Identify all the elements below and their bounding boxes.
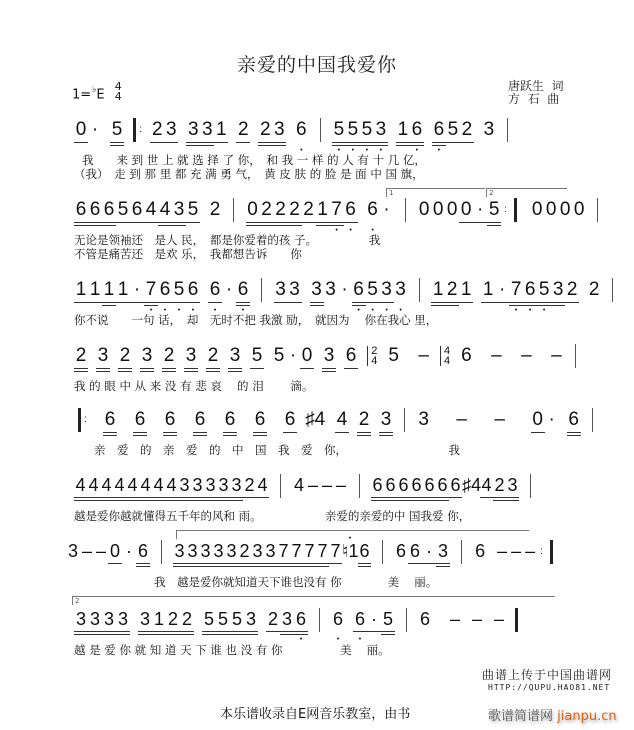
staff-row-4 [74,344,604,404]
time-bottom: 4 [114,90,122,103]
lyrics-verse-1: 我 来 到 世 上 就 选 择 了 你， 和 我 一 样 的 人 有 十 几 亿， [82,153,426,167]
notation-line: 3 – – 0 · 6 3 3 3 3 3 2 3 3 7 7 7 7 7• ♮16 6 6 · 3 6 – – – : [66,540,553,566]
staff-row-1 [74,118,604,181]
repeat-end-icon [550,540,553,564]
lyrics-verse-1: 越 是 爱 你 就 知 道 天 下 谁 也 没 有 你 美 丽。 [74,643,390,657]
lyrics-verse-1: 你不说 一句 话， 却 无时不把 我激 励， 就因为 你在我心 里， [74,313,438,327]
lyrics-verse-1: 无论是领袖还 是人 民， 都是你爱着的孩 子。 我 [74,233,381,247]
barline [161,540,162,564]
time-signature-4-4: 4 4 [440,346,450,366]
time-top: 4 [114,80,122,93]
lyrics-verse-2: 不管是痛苦还 是欢 乐， 我都想告诉 你 [74,247,302,261]
source-note: 本乐谱收录自E网音乐教室，由书 [220,707,411,722]
final-barline-icon [515,608,518,632]
second-ending-bracket: 2 [72,596,555,605]
notation-line: 0 · 5 : 2 3 3 3 1 2 2 3 • 6 • 5 • 5 • 5 • 3 1 • 6 • 6 5 2 3 [74,118,514,144]
key-tonic: E [96,87,105,103]
repeat-start-icon [133,118,136,142]
key-signature [72,80,122,105]
staff-row-6 [74,474,604,534]
barline [319,608,320,632]
barline [419,278,420,302]
notation-line: 3 3 3 3 3 1 2 2 5 5 5 3 2 3 • 6 • 6 • 6 · 5 6 – – – [74,608,518,634]
lyrics-verse-2: （我） 走 到 那 里 都 充 满 勇 气， 黄 皮 肤 的 脸 是 面 中 国 旗， [74,167,424,181]
barline [507,118,508,142]
flat-icon: ♭ [92,84,97,95]
key-prefix: 1= [72,87,92,103]
staff-row-8 [74,597,604,668]
barline [530,474,531,498]
barline [406,608,407,632]
composer: 方 石 曲 [508,92,560,106]
credits [508,80,564,106]
barline [382,540,383,564]
barline [261,278,262,302]
watermark-jianpu-cn: 歌谱简谱网 [488,709,554,724]
repeat-end-icon [514,198,517,222]
barline [575,344,576,368]
watermark-jianpu [488,705,617,724]
lyrics-verse-1: 越是爱你越就懂得五千年的风和 雨。 亲爱的亲爱的中 国我爱 你， [74,509,471,523]
lyrics-verse-1: 我 的 眼 中 从 来 没 有 悲 哀 的 泪 滴。 [74,379,314,393]
notation-line: : 6 6 6 6 6 6 6 ♯4 4 2 3 3 – – 0 · 6 [74,408,599,434]
staff-row-7 [66,540,604,600]
lyricist: 唐跃生 词 [508,79,564,93]
barline [320,118,321,142]
barline [359,474,360,498]
lyrics-verse-1: 亲 爱 的 亲 爱 的 中 国 我 爱 你， 我 [94,443,460,457]
lyrics-verse-1: 我 越是爱你就知道天下谁也没有 你 美 丽。 [154,575,438,589]
song-title: 亲爱的中国我爱你 [236,54,397,76]
barline [280,474,281,498]
first-ending-bracket: 1 [386,188,485,197]
barline [233,198,234,222]
notation-line: 1 1 1 1 · • 7 • 6 • 5 • 6 • 6 · • 6 3 3 3 3 · • 6 • 5 • 3 • 3 1 2 1 1 · • 7 • 6 • 5 3 2 2 [74,278,619,304]
time-signature [115,82,122,102]
staff-row-3 [74,278,604,338]
repeat-start-icon [78,408,81,432]
notation-line: 2 3 2 3 2 3 2 3 5 5 · 0 3 6 2 4 5 – 4 4 6 – – – [74,344,582,370]
barline [592,408,593,432]
staff-row-5 [74,408,604,468]
notation-line: 4 4 4 4 4 4 4 4 3 3 3 3 3 2 4 4 – – – 6 6 6 6 6 6 6♯44 2 3 [74,474,537,500]
barline [404,408,405,432]
barline [405,198,406,222]
watermark-qupu-url: HTTP://QUPU.HAO81.NET [488,683,611,692]
barline [612,278,613,302]
barline [461,540,462,564]
notation-line: 6 6 6 5 6 4 4 3 5 2 0 2 2 2 2 1 • 7 • 6 • 6 · 0 0 0 0 · 5 : 0 0 0 0 [74,198,604,224]
watermark-jianpu-en: jianpu.cn [557,709,617,724]
first-ending-bracket [176,530,529,539]
watermark-qupu: 曲谱上传于中国曲谱网 [482,668,613,682]
second-ending-bracket: 2 [486,188,567,197]
barline [597,198,598,222]
time-signature-2-4: 2 4 [367,346,377,366]
staff-row-2 [74,189,604,261]
